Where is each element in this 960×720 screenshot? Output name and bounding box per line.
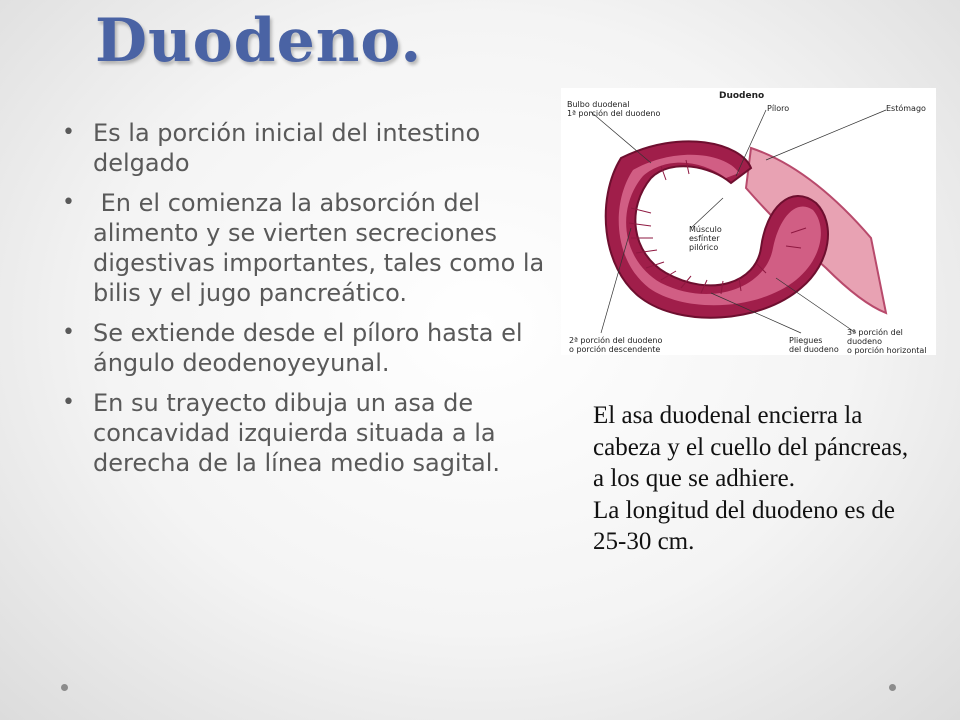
slide-title: Duodeno. xyxy=(95,6,423,76)
bullet-marker: • xyxy=(62,190,75,215)
label-line: Pliegues xyxy=(789,336,823,345)
label-line: o porción horizontal xyxy=(847,346,927,355)
label-bulbo xyxy=(567,100,660,118)
label-piloro: Píloro xyxy=(767,104,790,113)
caption-paragraph: El asa duodenal encierra la cabeza y el cuello del páncreas, a los que se adhiere. xyxy=(593,402,909,492)
label-line: del duodeno xyxy=(789,345,839,354)
figure-caption xyxy=(593,400,923,558)
label-line: o porción descendente xyxy=(569,345,661,354)
bullet-item xyxy=(62,318,552,378)
bullet-list xyxy=(62,118,552,488)
bullet-marker: • xyxy=(62,120,75,145)
label-porcion2 xyxy=(569,336,662,354)
bullet-text: En el comienza la absorción del alimento y se vierten secreciones digestivas importantes, tales como la bilis y el jugo pancreático. xyxy=(93,189,552,307)
bullet-marker: • xyxy=(62,320,75,345)
duodenum-illustration xyxy=(561,88,936,355)
figure-title: Duodeno xyxy=(719,91,765,101)
bullet-text: En su trayecto dibuja un asa de concavidad izquierda situada a la derecha de la línea medio sagital. xyxy=(93,389,501,477)
label-line: Bulbo duodenal xyxy=(567,100,630,109)
label-line: 1ª porción del duodeno xyxy=(567,109,661,118)
label-line: pilórico xyxy=(689,243,719,252)
label-line: Músculo xyxy=(689,225,722,234)
duodenum-drawing xyxy=(561,88,936,355)
label-line: 3ª porción del duodeno xyxy=(847,328,903,346)
bullet-item xyxy=(62,188,552,308)
caption-paragraph: La longitud del duodeno es de 25-30 cm. xyxy=(593,496,896,555)
label-pliegues xyxy=(789,336,839,354)
label-line: 2ª porción del duodeno xyxy=(569,336,663,345)
bullet-text: Es la porción inicial del intestino delgado xyxy=(93,119,481,177)
bullet-marker: • xyxy=(62,390,75,415)
label-line: esfínter xyxy=(689,234,720,243)
label-estomago: Estómago xyxy=(886,104,926,113)
label-porcion3 xyxy=(847,328,936,355)
decorative-dot xyxy=(61,684,68,691)
bullet-item xyxy=(62,388,552,478)
decorative-dot xyxy=(889,684,896,691)
label-musculo xyxy=(689,225,722,252)
bullet-item xyxy=(62,118,552,178)
bullet-text: Se extiende desde el píloro hasta el ángulo deodenoyeyunal. xyxy=(93,319,523,377)
